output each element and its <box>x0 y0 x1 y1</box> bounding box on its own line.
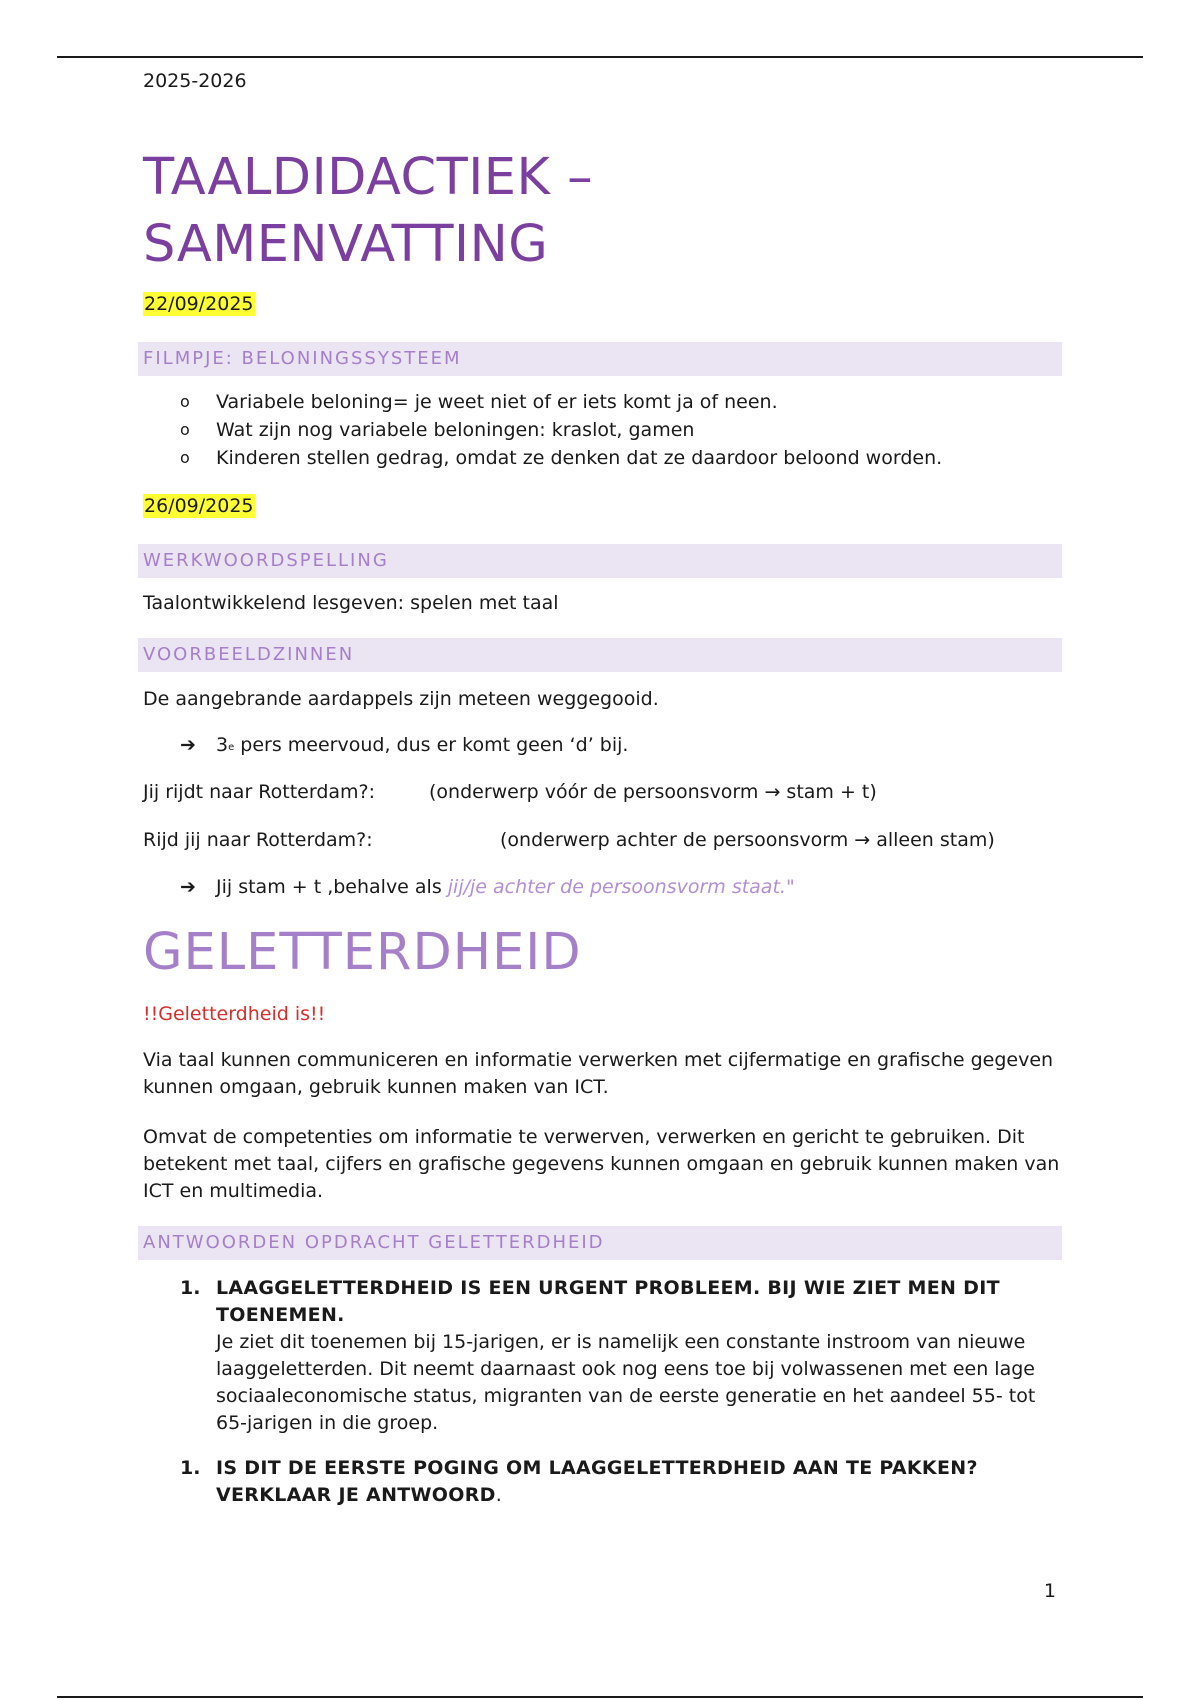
bullet-text: Variabele beloning= je weet niet of er iets komt ja of neen. <box>216 391 778 413</box>
arrow-note-1 <box>180 732 628 759</box>
question-text: LAAGGELETTERDHEID IS EEN URGENT PROBLEEM. BIJ WIE ZIET MEN DIT TOENEMEN. <box>216 1277 1000 1326</box>
list-item <box>180 444 942 472</box>
arrow-note-1-number: 3 <box>216 734 229 756</box>
heading-beloningssysteem: FILMPJE: BELONINGSSYSTEEM <box>138 342 1062 376</box>
example1-left: Jij rijdt naar Rotterdam?: <box>143 781 376 803</box>
heading-antwoorden: ANTWOORDEN OPDRACHT GELETTERDHEID <box>138 1226 1062 1260</box>
example2-left: Rijd jij naar Rotterdam?: <box>143 829 373 851</box>
date-highlight-2: 26/09/2025 <box>144 495 254 517</box>
arrow-note-1-text: pers meervoud, dus er komt geen ‘d’ bij. <box>234 734 629 756</box>
answer-text: Je ziet dit toenemen bij 15-jarigen, er is namelijk een constante instroom van nieuwe laaggeletterden. Dit neemt daarnaast ook nog eens toe bij volwassenen met een lage sociaaleconomische status, migranten van de eerste generatie en het aandeel 55- tot 65-jarigen in die groep. <box>216 1331 1036 1434</box>
arrow-right-icon: ➔ <box>180 876 196 898</box>
question-list-1 <box>180 1275 1060 1437</box>
document-title <box>143 144 593 278</box>
werkwoordspelling-text: Taalontwikkelend lesgeven: spelen met taal <box>143 592 559 614</box>
list-item <box>180 1455 1060 1509</box>
bullet-circle-icon: o <box>180 392 190 411</box>
bottom-rule <box>57 1696 1143 1698</box>
top-rule <box>57 56 1143 58</box>
example1-right: (onderwerp vóór de persoonsvorm → stam + t) <box>429 781 877 803</box>
title-line-2: SAMENVATTING <box>143 215 549 274</box>
bullet-circle-icon: o <box>180 448 190 467</box>
red-note: !!Geletterdheid is!! <box>143 1003 326 1025</box>
paragraph-definition: Via taal kunnen communiceren en informatie verwerken met cijfermatige en grafische gegeven kunnen omgaan, gebruik kunnen maken van ICT. <box>143 1049 1054 1098</box>
arrow-right-icon: ➔ <box>180 734 196 756</box>
example2-right: (onderwerp achter de persoonsvorm → alleen stam) <box>500 829 995 851</box>
paragraph-competenties: Omvat de competenties om informatie te verwerven, verwerken en gericht te gebruiken. Dit betekent met taal, cijfers en grafische gegevens kunnen omgaan en gebruik kunnen maken van ICT en multimedia. <box>143 1126 1060 1202</box>
list-item <box>180 416 942 444</box>
arrow-note-2 <box>180 874 795 901</box>
title-line-1: TAALDIDACTIEK – <box>143 148 594 207</box>
heading-voorbeeldzinnen: VOORBEELDZINNEN <box>138 638 1062 672</box>
date-highlight-1: 22/09/2025 <box>144 293 254 315</box>
question-number: 1. <box>180 1277 201 1299</box>
header-year: 2025-2026 <box>143 70 247 92</box>
arrow-note-2-text: Jij stam + t ,behalve als <box>216 876 448 898</box>
list-item <box>180 388 942 416</box>
bullet-text: Kinderen stellen gedrag, omdat ze denken dat ze daardoor beloond worden. <box>216 447 943 469</box>
question-trailing: . <box>495 1484 502 1506</box>
arrow-note-2-italic: jij/je achter de persoonsvorm staat." <box>447 876 795 898</box>
example-sentence: De aangebrande aardappels zijn meteen weggegooid. <box>143 688 659 710</box>
heading-werkwoordspelling: WERKWOORDSPELLING <box>138 544 1062 578</box>
question-list-2 <box>180 1455 1060 1509</box>
bullet-text: Wat zijn nog variabele beloningen: kraslot, gamen <box>216 419 695 441</box>
superscript: e <box>228 742 235 753</box>
question-text: IS DIT DE EERSTE POGING OM LAAGGELETTERDHEID AAN TE PAKKEN? VERKLAAR JE ANTWOORD <box>216 1457 978 1506</box>
question-number: 1. <box>180 1457 201 1479</box>
list-item <box>180 1275 1060 1437</box>
page-number: 1 <box>1043 1580 1056 1602</box>
bullet-list-beloning <box>180 388 942 472</box>
heading-geletterdheid: GELETTERDHEID <box>143 923 582 982</box>
bullet-circle-icon: o <box>180 420 190 439</box>
